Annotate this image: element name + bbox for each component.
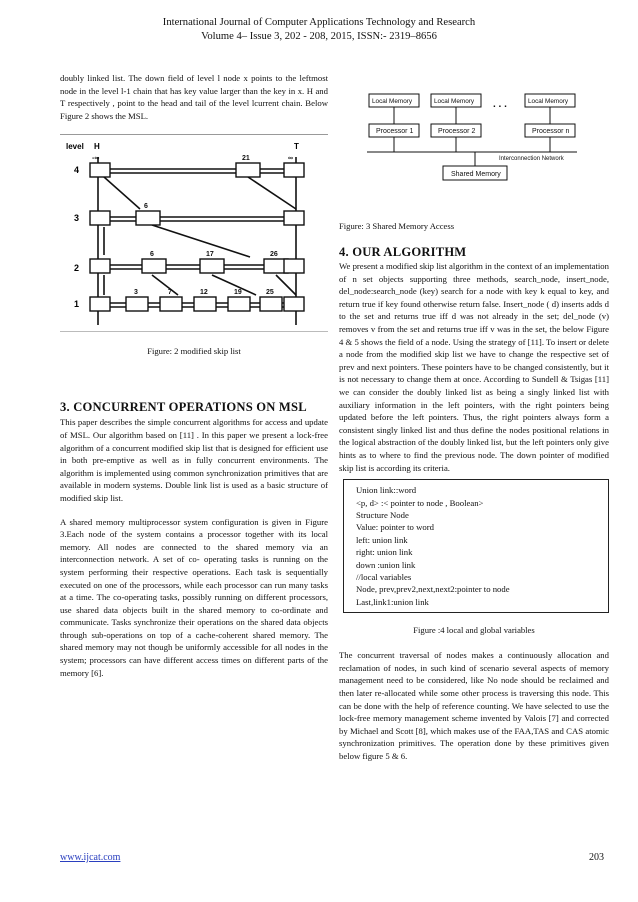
code-line: Node, prev,prev2,next,next2:pointer to node bbox=[356, 584, 510, 595]
processors-ellipsis: . . . bbox=[493, 99, 507, 110]
journal-website-link[interactable]: www.ijcat.com bbox=[60, 852, 121, 863]
local-memory-label-1: Local Memory bbox=[372, 98, 413, 105]
level-number-4: 4 bbox=[74, 165, 80, 176]
level-number-3: 3 bbox=[74, 213, 80, 224]
key-l3-6: 6 bbox=[144, 203, 148, 211]
local-memory-label-2: Local Memory bbox=[434, 98, 475, 105]
key-l2-6: 6 bbox=[150, 251, 154, 259]
skip-list-keys bbox=[92, 155, 293, 296]
journal-volume: Volume 4– Issue 3, 202 - 208, 2015, ISSN:- 2319–8656 bbox=[201, 31, 437, 42]
code-line: //local variables bbox=[356, 571, 412, 582]
tail-label: T bbox=[294, 142, 299, 152]
processor-n-label: Processor n bbox=[532, 128, 570, 135]
code-line: Structure Node bbox=[356, 509, 409, 520]
local-memory-label-n: Local Memory bbox=[528, 98, 569, 105]
section-3-paragraph-2: A shared memory multiprocessor system configuration is given in Figure 3.Each node of the system contains a processor together with its local memory. All nodes are connected to the shared memory via an interconnection network. A set of co- operating tasks is running on the system performing their respective operations. Each task is sequentially executed on one of the processors, while each processor can run many tasks at a time. The co-operating tasks, possibly running on different processors, use shared data objects built in the shared memory to co-ordinate and communicate. Tasks synchronize their operations on the shared data objects through sub-operations on top of a cache-coherent shared memory. The shared memory may not though be uniformly accessible for all nodes in the system; processors can have different access times on different parts of the memory [6]. bbox=[60, 516, 328, 678]
code-line: Last,link1:union link bbox=[356, 596, 429, 607]
key-l1-25: 25 bbox=[266, 289, 274, 297]
level-label: level bbox=[66, 142, 84, 152]
key-l1-12: 12 bbox=[200, 289, 208, 297]
code-line: left: union link bbox=[356, 534, 408, 545]
code-line: right: union link bbox=[356, 547, 413, 558]
head-label: H bbox=[94, 142, 100, 152]
code-line: Value: pointer to word bbox=[356, 522, 434, 533]
section-4-paragraph-2: The concurrent traversal of nodes makes a continuously allocation and reclamation of nodes, in such kind of scenario several aspects of memory management need to be considered, like No node should be reclaimed and then later re-allocated while some other process is traversing this node. This can be done with the help of reference counting. We have selected to use the lock-free memory management scheme invented by Valois [7] and corrected by Michael and Scott [8], which makes use of the FAA,TAS and CAS atomic synchronization primitives. The operation done by these primitives given below figure 5 & 6. bbox=[339, 650, 609, 761]
interconnection-network-label: Interconnection Network bbox=[499, 156, 564, 162]
journal-title: International Journal of Computer Applications Technology and Research bbox=[162, 17, 476, 28]
key-l2-26: 26 bbox=[270, 251, 278, 259]
processor-2-label: Processor 2 bbox=[438, 128, 476, 135]
processor-1-label: Processor 1 bbox=[376, 128, 414, 135]
figure-2-skip-list bbox=[60, 134, 328, 332]
left-column bbox=[60, 72, 328, 679]
right-column bbox=[339, 84, 609, 763]
section-4-paragraph-1: We present a modified skip list algorithm in the context of an implementation of n set objects supporting three methods, search_node, insert_node, del_node:search_node (key) search for a node with key k equal to key, and return true if key found otherwise return false. Insert_node ( d) inserts adds d to the set and returns true iff d was not already in the set; del_node (v) removes v from the set and returns true iff v was in the set, the below Figure 4 & 5 shows the field of a node. Using the strategy of [11]. To insert or delete a node from the modified skip list we have to change the respective set of prev and next pointers. These pointers have to be changed consistently, but it is not necessary to change them at once. According to Sundell & Tsigas [11] we can consider the doubly linked list as being a singly linked list with auxiliary information in the left pointers, with the right pointers being updated before the left pointers. Thus, the right pointers always form a consistent singly linked list and thus define the nodes positional relations in the logical abstraction of the doubly linked list, but the left pointers only give hints as to where to find the previous node. The down pointer of modified skip list is according its criteria. bbox=[339, 261, 609, 473]
level-number-1: 1 bbox=[74, 299, 80, 310]
neg-inf-label: -∞ bbox=[92, 155, 100, 163]
node-structure-code-box bbox=[343, 479, 609, 613]
intro-paragraph: doubly linked list. The down field of level l node x points to the leftmost node in the level l-1 chain that has key value larger than the key in x. H and T respectively , point to the head and tail of the level lcurrent chain. Below Figure 2 shows the MSL. bbox=[60, 73, 328, 121]
key-l4-21: 21 bbox=[242, 155, 250, 163]
page-number: 203 bbox=[589, 852, 604, 863]
level-number-2: 2 bbox=[74, 263, 80, 274]
page-header bbox=[0, 16, 638, 44]
code-line: <p, d> :< pointer to node , Boolean> bbox=[356, 497, 484, 508]
key-l1-19: 19 bbox=[234, 289, 242, 297]
section-3-paragraph-1: This paper describes the simple concurrent algorithms for access and update of MSL. Our algorithm based on [11] . In this paper we present a lock-free algorithm of a concurrent modified skip list that is designed for efficient use in both pre-emptive as well as in fully concurrent environments. The algorithm is implemented using common synchronization primitives that are available in modern systems. Double link list is used as a basic structure of modified skip list. bbox=[60, 417, 328, 503]
key-l1-3: 3 bbox=[134, 289, 138, 297]
shared-memory-label: Shared Memory bbox=[451, 171, 501, 178]
figure-3-caption: Figure: 3 Shared Memory Access bbox=[339, 221, 455, 231]
pos-inf-label: ∞ bbox=[288, 155, 293, 163]
figure-2-caption: Figure: 2 modified skip list bbox=[147, 346, 241, 357]
section-3-heading: 3. CONCURRENT OPERATIONS ON MSL bbox=[60, 400, 307, 415]
key-l1-7: 7 bbox=[168, 289, 172, 297]
key-l2-17: 17 bbox=[206, 251, 214, 259]
code-line: down :union link bbox=[356, 559, 416, 570]
figure-3-shared-memory-diagram bbox=[359, 92, 585, 186]
section-4-heading: 4. OUR ALGORITHM bbox=[339, 245, 467, 259]
figure-4-caption: Figure :4 local and global variables bbox=[413, 625, 535, 636]
skip-list-diagram bbox=[60, 135, 328, 331]
code-line: Union link::word bbox=[356, 485, 417, 496]
